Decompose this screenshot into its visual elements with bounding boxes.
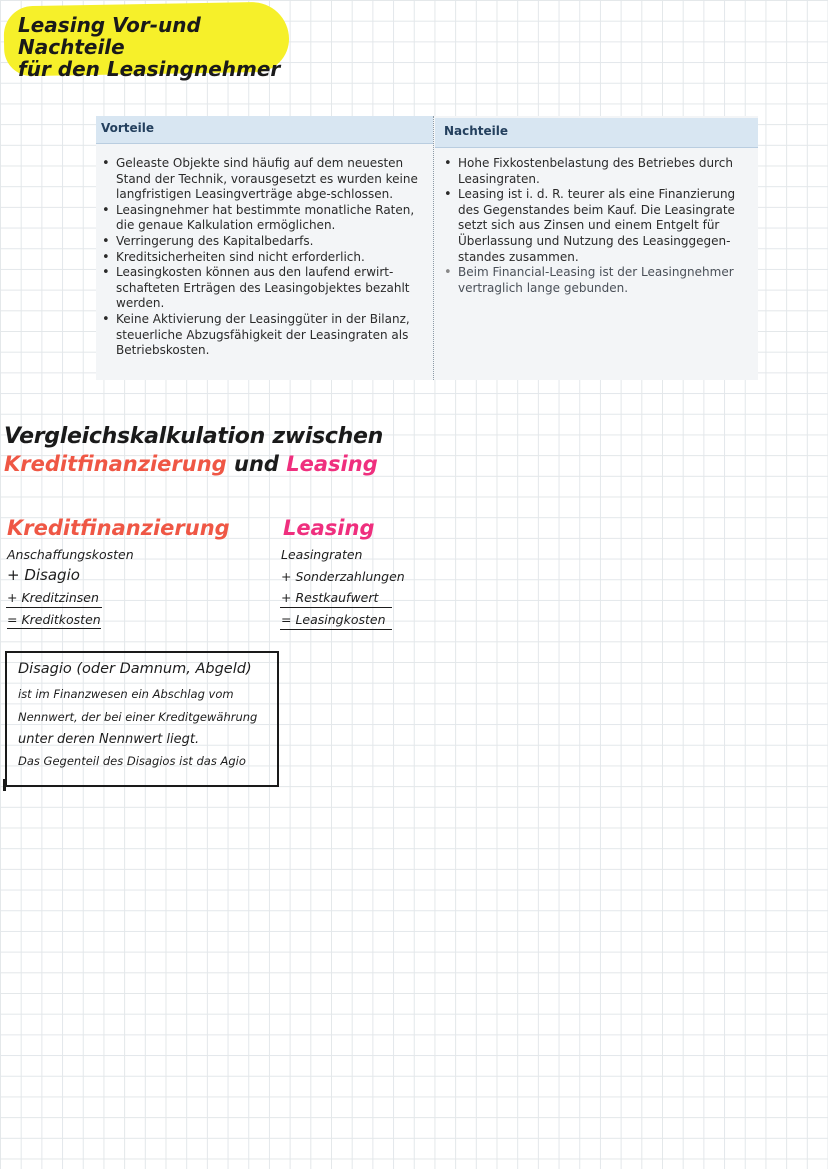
subheading-kredit: Kreditfinanzierung <box>4 452 227 476</box>
leasing-row-2: + Sonderzahlungen <box>281 569 405 584</box>
kredit-row-3: + Kreditzinsen <box>7 590 99 605</box>
kredit-row-4: = Kreditkosten <box>7 612 101 627</box>
disagio-line-3: unter deren Nennwert liegt. <box>18 732 200 747</box>
vorteile-list <box>96 156 426 359</box>
kredit-title: Kreditfinanzierung <box>7 516 230 540</box>
disagio-definition-box <box>5 651 279 787</box>
nachteile-header: Nachteile <box>444 124 509 138</box>
subheading-leasing: Leasing <box>286 452 378 476</box>
list-item: • Hohe Fixkostenbelastung des Betriebes durch Leasingraten. <box>438 156 754 187</box>
comparison-heading: Vergleichskalkulation zwischen <box>4 424 383 449</box>
list-item: • Leasingkosten können aus den laufend erwirt-schafteten Erträgen des Leasingobjektes bezahlt werden. <box>96 265 426 312</box>
disagio-line-1: ist im Finanzwesen ein Abschlag vom <box>18 687 234 701</box>
list-item: • Kreditsicherheiten sind nicht erforderlich. <box>96 250 426 266</box>
leasing-double-line <box>280 629 392 630</box>
page-title-line1: Leasing Vor-und Nachteile <box>18 13 201 59</box>
leasing-row-4: = Leasingkosten <box>281 612 386 627</box>
list-item: • Leasing ist i. d. R. teurer als eine Finanzierung des Gegenstandes beim Kauf. Die Leasingrate setzt sich aus Zinsen und einem Entgelt für Überlassung und Nutzung des Leasinggegen-standes zusammen. <box>438 187 754 265</box>
list-item: • Geleaste Objekte sind häufig auf dem neuesten Stand der Technik, vorausgesetzt es wurden keine langfristigen Leasingverträge abge-schlossen. <box>96 156 426 203</box>
disagio-line-4: Das Gegenteil des Disagios ist das Agio <box>18 754 246 768</box>
disagio-line-2: Nennwert, der bei einer Kreditgewährung <box>18 710 258 724</box>
list-item: • Beim Financial-Leasing ist der Leasingnehmer vertraglich lange gebunden. <box>438 265 754 296</box>
leasing-sum-line <box>280 607 392 608</box>
list-item: • Keine Aktivierung der Leasinggüter in der Bilanz, steuerliche Abzugsfähigkeit der Leasingraten als Betriebskosten. <box>96 312 426 359</box>
vorteile-header: Vorteile <box>101 121 155 135</box>
leasing-title: Leasing <box>283 516 375 540</box>
kredit-row-1: Anschaffungskosten <box>7 547 134 562</box>
list-item: • Leasingnehmer hat bestimmte monatliche Raten, die genaue Kalkulation ermöglichen. <box>96 203 426 234</box>
table-divider <box>433 116 435 380</box>
subheading-und: und <box>234 452 279 476</box>
box-pen-stroke <box>3 779 6 791</box>
disagio-title: Disagio (oder Damnum, Abgeld) <box>18 661 252 677</box>
kredit-sum-line <box>6 607 102 608</box>
list-item: • Verringerung des Kapitalbedarfs. <box>96 234 426 250</box>
page-title <box>18 14 288 80</box>
comparison-subheading <box>4 452 378 476</box>
leasing-row-1: Leasingraten <box>281 547 363 562</box>
leasing-row-3: + Restkaufwert <box>281 590 379 605</box>
nachteile-list <box>438 156 754 296</box>
pros-cons-table <box>96 116 758 380</box>
kredit-row-2: + Disagio <box>7 566 80 584</box>
page-title-line2: für den Leasingnehmer <box>18 57 281 81</box>
